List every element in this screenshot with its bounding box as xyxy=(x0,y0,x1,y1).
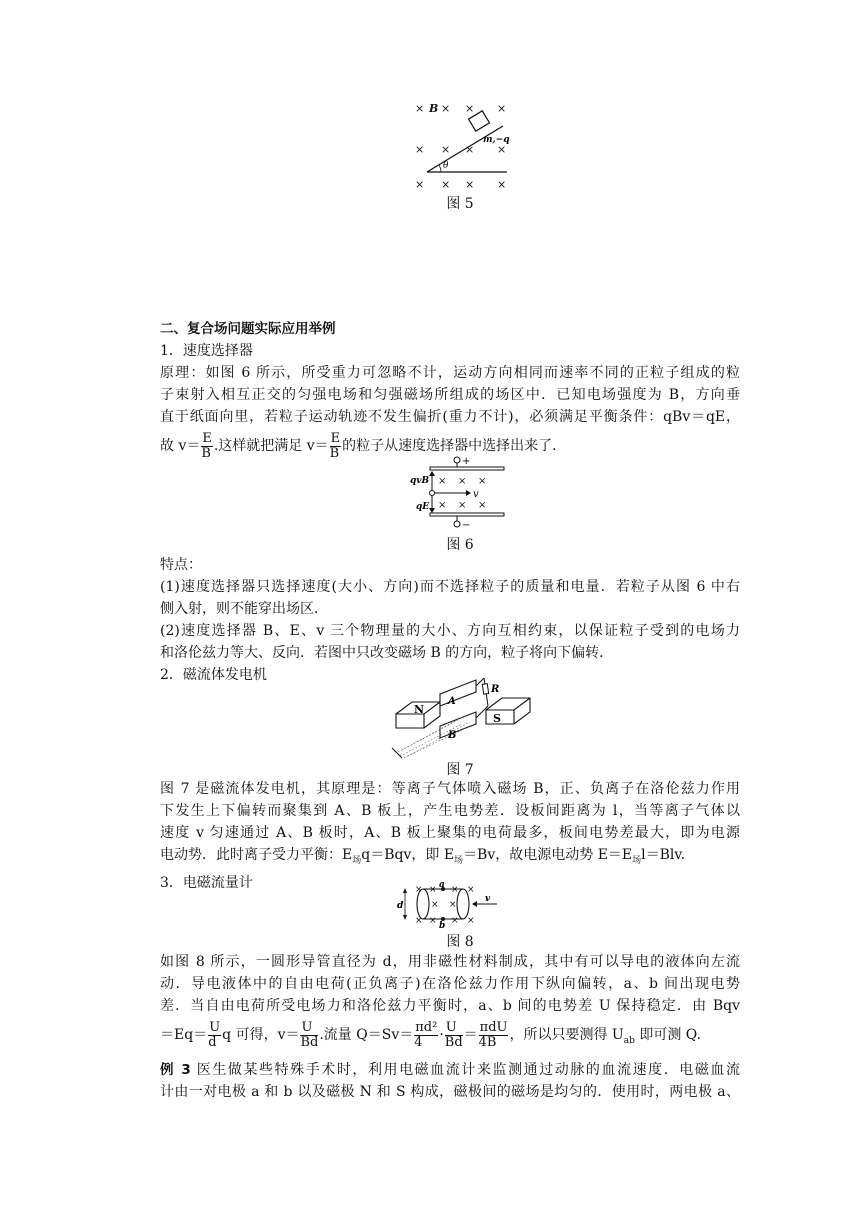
south-pole-label: S xyxy=(493,712,501,725)
cross-mark: × xyxy=(497,178,507,191)
subscript: 场 xyxy=(632,855,642,866)
plate-a-label: A xyxy=(448,696,456,707)
angle-label: θ xyxy=(443,161,449,171)
text-fragment: l＝Blv. xyxy=(641,847,686,863)
diameter-label: d xyxy=(397,901,404,911)
text-fragment: q 可得，v＝ xyxy=(222,1027,300,1043)
figure-7-caption: 图 7 xyxy=(446,762,474,778)
cross-mark: × xyxy=(465,102,475,115)
figure-5-diagram xyxy=(405,98,515,193)
cross-mark: × xyxy=(451,916,459,926)
formula-line xyxy=(160,844,740,872)
cross-mark: × xyxy=(431,900,439,910)
text-fragment: ＝ xyxy=(463,1027,478,1043)
cross-mark: × xyxy=(429,916,437,926)
cross-mark: × xyxy=(415,178,425,191)
cross-mark: × xyxy=(441,178,451,191)
paragraph-line: (2)速度选择器 B、E、v 三个物理量的大小、方向互相约束，以保证粒子受到的电场力 xyxy=(160,623,740,639)
paragraph-line: 原理：如图 6 所示，所受重力可忽略不计，运动方向相同而速率不同的正粒子组成的粒 xyxy=(160,365,740,381)
cross-mark: × xyxy=(451,885,459,895)
cross-mark: × xyxy=(429,885,437,895)
figure-8-caption: 图 8 xyxy=(446,934,474,950)
resistor-label: R xyxy=(491,684,500,695)
section-block-1 xyxy=(160,318,740,464)
electric-force-label: qE xyxy=(416,502,430,512)
section-block-2 xyxy=(160,554,740,686)
figure-5-caption: 图 5 xyxy=(446,196,474,212)
figure-6-caption: 图 6 xyxy=(446,537,474,553)
fraction-u-over-bd: $\frac{U}{Bd}$ xyxy=(300,1019,319,1050)
example-line: 计由一对电极 a 和 b 以及磁极 N 和 S 构成，磁极间的磁场是均匀的．使用时，两电极 a、 xyxy=(160,1083,740,1100)
fraction-u-over-bd: $\frac{U}{Bd}$ xyxy=(444,1019,463,1050)
section-block-4 xyxy=(160,951,740,1103)
paragraph-line: 速度 v 匀速通过 A、B 板时，A、B 板上聚集的电荷最多，板间电势差最大，即为电源 xyxy=(160,825,740,841)
paragraph-line: 差．当自由电荷所受电场力和洛伦兹力平衡时，a、b 间的电势差 U 保持稳定．由 Bqv xyxy=(160,998,740,1014)
text-fragment: q＝Bqv，即 E xyxy=(361,847,455,863)
text-fragment: 故 v＝ xyxy=(160,438,201,454)
paragraph-line: 和洛伦兹力等大、反向．若图中只改变磁场 B 的方向，粒子将向下偏转． xyxy=(160,645,614,661)
cross-mark: × xyxy=(497,143,507,156)
figure-7-diagram xyxy=(388,672,538,760)
cross-mark: × xyxy=(441,102,451,115)
lorentz-force-label: qvB xyxy=(410,476,430,486)
velocity-label: v xyxy=(473,489,479,500)
fraction-pi-du-over-4b: $\frac{\text{πdU}}{4B}$ xyxy=(478,1019,508,1050)
example-label: 例 3 xyxy=(160,1061,191,1078)
paragraph-line: 动．导电液体中的自由电荷(正负离子)在洛伦兹力作用下纵向偏转，a、b 间出现电势 xyxy=(160,976,740,992)
text-fragment: · xyxy=(439,1027,444,1043)
cross-mark: × xyxy=(465,178,475,191)
cross-mark: × xyxy=(465,143,475,156)
text-fragment: 的粒子从速度选择器中选择出来了． xyxy=(342,438,567,454)
mass-charge-label: m,−q xyxy=(483,135,510,145)
text-fragment: 医生做某些特殊手术时，利用电磁血流计来监测通过动脉的血流速度．电磁血流 xyxy=(190,1061,741,1078)
figure-6-diagram xyxy=(410,455,510,535)
cross-mark: × xyxy=(449,900,457,910)
cross-mark: × xyxy=(415,102,425,115)
cross-mark: × xyxy=(497,102,507,115)
text-fragment: ，所以只要测得 U xyxy=(509,1027,624,1043)
north-pole-label: N xyxy=(414,703,425,716)
cross-mark: × xyxy=(478,476,487,487)
paragraph-line: 侧入射，则不能穿出场区． xyxy=(160,601,328,617)
cross-mark: × xyxy=(458,500,467,511)
paragraph-line: 直于纸面向里，若粒子运动轨迹不发生偏折(重力不计)，必须满足平衡条件：qBv＝qE， xyxy=(160,409,740,425)
item-title-mhd-generator: 2．磁流体发电机 xyxy=(160,667,267,683)
cross-mark: × xyxy=(441,143,451,156)
cross-mark: × xyxy=(415,885,423,895)
paragraph-line: 子束射入相互正交的匀强电场和匀强磁场所组成的场区中．已知电场强度为 B，方向垂 xyxy=(160,387,740,403)
fraction-pi-d2-over-4: $\frac{\text{πd²}}{4}$ xyxy=(414,1019,438,1050)
formula-line xyxy=(160,1017,740,1059)
plus-terminal-label: + xyxy=(462,456,471,467)
subscript: ab xyxy=(623,1035,635,1046)
example-line xyxy=(160,1059,740,1081)
cross-mark: × xyxy=(467,916,475,926)
features-title: 特点： xyxy=(160,557,202,573)
text-fragment: .流量 Q＝Sv＝ xyxy=(319,1027,414,1043)
fraction-u-over-d: $\frac{U}{d}$ xyxy=(208,1019,221,1050)
text-fragment: 电动势．此时离子受力平衡：E xyxy=(160,847,353,863)
item-title-flowmeter: 3．电磁流量计 xyxy=(160,874,253,891)
paragraph-line: (1)速度选择器只选择速度(大小、方向)而不选择粒子的质量和电量．若粒子从图 6 中右 xyxy=(160,579,740,595)
fraction-e-over-b: $\frac{E}{B}$ xyxy=(329,430,341,461)
cross-mark: × xyxy=(438,476,447,487)
cross-mark: × xyxy=(458,476,467,487)
plate-b-label: B xyxy=(448,730,457,741)
item-title-velocity-selector: 1．速度选择器 xyxy=(160,343,253,359)
section-heading: 二、复合场问题实际应用举例 xyxy=(160,321,336,337)
cross-mark: × xyxy=(478,500,487,511)
field-label-b: B xyxy=(429,102,439,115)
subscript: 场 xyxy=(454,855,464,866)
text-fragment: .这样就把满足 v＝ xyxy=(213,438,329,454)
electrode-a-label: a xyxy=(439,882,445,890)
text-fragment: ＝Eq＝ xyxy=(160,1027,208,1043)
text-fragment: ＝Bv，故电源电动势 E＝E xyxy=(463,847,633,863)
paragraph-line: 图 7 是磁流体发电机，其原理是：等离子气体喷入磁场 B，正、负离子在洛伦兹力作用 xyxy=(160,781,740,797)
figure-8-diagram xyxy=(393,882,503,928)
cross-mark: × xyxy=(438,500,447,511)
cross-mark: × xyxy=(415,916,423,926)
subscript: 场 xyxy=(352,855,362,866)
fraction-e-over-b: $\frac{E}{B}$ xyxy=(201,430,212,461)
cross-mark: × xyxy=(415,143,425,156)
text-fragment: 即可测 Q. xyxy=(634,1027,702,1043)
minus-terminal-label: − xyxy=(462,520,471,531)
paragraph-line: 如图 8 所示，一圆形导管直径为 d，用非磁性材料制成，其中有可以导电的液体向左流 xyxy=(160,954,740,970)
section-block-3 xyxy=(160,778,740,894)
flow-velocity-label: v xyxy=(485,894,491,904)
paragraph-line: 下发生上下偏转而聚集到 A、B 板上，产生电势差．设板间距离为 l，当等离子气体以 xyxy=(160,803,740,819)
electrode-b-label: b xyxy=(439,921,446,928)
cross-mark: × xyxy=(467,885,475,895)
